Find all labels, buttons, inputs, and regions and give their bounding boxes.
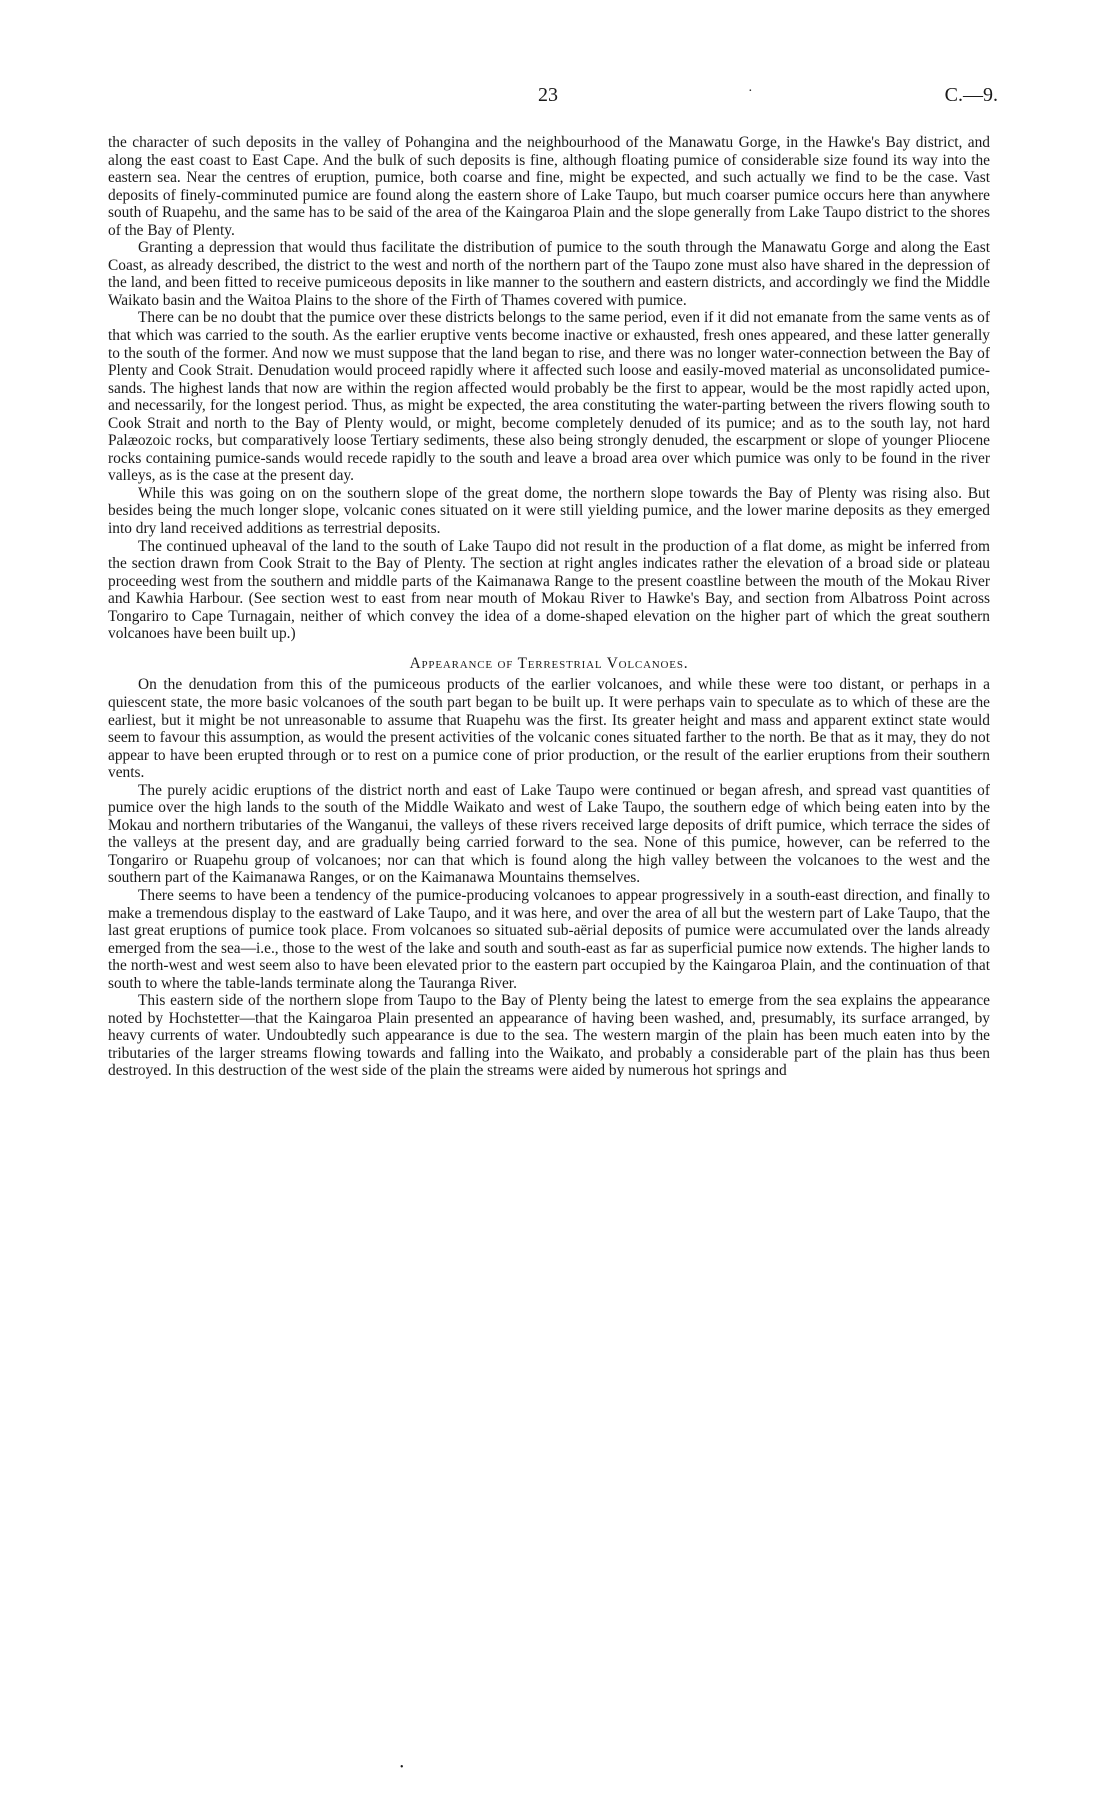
running-head [108, 84, 998, 112]
paragraph: The continued upheaval of the land to the south of Lake Taupo did not result in the production of a flat dome, as might be inferred from the section drawn from Cook Strait to the Bay of Plenty. The section at right angles indicates rather the elevation of a broad side or plateau proceeding west from the southern and middle parts of the Kaimanawa Range to the present coastline between the mouth of the Mokau River and Kawhia Harbour. (See section west to east from near mouth of Mokau River to Hawke's Bay, and section from Albatross Point across Tongariro to Cape Turnagain, neither of which convey the idea of a dome-shaped elevation on the higher part of which the great southern volcanoes have been built up.) [108, 537, 990, 643]
header-separator: · [748, 84, 753, 99]
paragraph: There can be no doubt that the pumice over these districts belongs to the same period, even if it did not emanate from the same vents as of that which was carried to the south. As the earlier eruptive vents become inactive or exhausted, fresh ones appeared, and these latter generally to the south of the former. And now we must suppose that the land began to rise, and there was no longer water-connection between the Bay of Plenty and Cook Strait. Denudation would proceed rapidly where it affected such loose and easily-moved material as unconsolidated pumice-sands. The highest lands that now are within the region affected would probably be the first to appear, would be the most rapidly acted upon, and necessarily, for the longest period. Thus, as might be expected, the area constituting the water-parting between the rivers flowing south to Cook Strait and north to the Bay of Plenty would, or might, become completely denuded of its pumice; and as to the south lay, not hard Palæozoic rocks, but comparatively loose Tertiary sediments, these also being strongly denuded, the escarpment or slope of younger Pliocene rocks containing pumice-sands would recede rapidly to the south and leave a broad area over which pumice was only to be found in the river valleys, as is the case at the present day. [108, 309, 990, 485]
footer-mark: • [400, 1762, 404, 1773]
paragraph: the character of such deposits in the valley of Pohangina and the neighbourhood of the Manawatu Gorge, in the Hawke's Bay district, and along the east coast to East Cape. And the bulk of such deposits is fine, although floating pumice of considerable size found its way into the eastern sea. Near the centres of eruption, pumice, both coarse and fine, might be expected, and such actually we find to be the case. Vast deposits of finely-comminuted pumice are found along the eastern shore of Lake Taupo, but much coarser pumice occurs here than anywhere south of Ruapehu, and the same has to be said of the area of the Kaingaroa Plain and the slope generally from Lake Taupo district to the shores of the Bay of Plenty. [108, 134, 990, 239]
paragraph: On the denudation from this of the pumiceous products of the earlier volcanoes, and while these were too distant, or perhaps in a quiescent state, the more basic volcanoes of the south part began to be built up. It were perhaps vain to speculate as to which of these are the earliest, but it might be not unreasonable to assume that Ruapehu was the first. Its greater height and mass and apparent extinct state would seem to favour this assumption, as would the present activities of the volcanic cones situated farther to the north. Be that as it may, they do not appear to have been erupted through or to rest on a pumice cone of prior production, or the result of the earlier eruptions from their southern vents. [108, 676, 990, 782]
page-number: 23 [538, 84, 558, 106]
paragraph: The purely acidic eruptions of the district north and east of Lake Taupo were continued or began afresh, and spread vast quantities of pumice over the high lands to the south of the Middle Waikato and west of Lake Taupo, the southern edge of which being eaten into by the Mokau and northern tributaries of the Wanganui, the valleys of these rivers received large deposits of drift pumice, which terrace the sides of the valleys at the present day, and are gradually being carried forward to the sea. None of this pumice, however, can be referred to the Tongariro or Ruapehu group of volcanoes; nor can that which is found along the high valley between the volcanoes to the west and the southern part of the Kaimanawa Ranges, or on the Kaimanawa Mountains themselves. [108, 781, 990, 887]
section-heading: Appearance of Terrestrial Volcanoes. [409, 654, 689, 672]
body-text [108, 134, 990, 1080]
paragraph: This eastern side of the northern slope from Taupo to the Bay of Plenty being the latest to emerge from the sea explains the appearance noted by Hochstetter—that the Kaingaroa Plain presented an appearance of having been washed, and, presumably, its surface arranged, by heavy currents of water. Undoubtedly such appearance is due to the sea. The western margin of the plain has been much eaten into by the tributaries of the larger streams flowing towards and falling into the Waikato, and probably a considerable part of the plain has thus been destroyed. In this destruction of the west side of the plain the streams were aided by numerous hot springs and [108, 992, 990, 1080]
document-code: C.—9. [944, 84, 998, 106]
paragraph: Granting a depression that would thus facilitate the distribution of pumice to the south through the Manawatu Gorge and along the East Coast, as already described, the district to the west and north of the northern part of the Taupo zone must also have shared in the depression of the land, and been fitted to receive pumiceous deposits in like manner to the southern and eastern districts, and accordingly we find the Middle Waikato basin and the Waitoa Plains to the shore of the Firth of Thames covered with pumice. [108, 239, 990, 309]
paragraph: While this was going on on the southern slope of the great dome, the northern slope towards the Bay of Plenty was rising also. But besides being the much longer slope, volcanic cones situated on it were still yielding pumice, and the lower marine deposits as they emerged into dry land received additions as terrestrial deposits. [108, 484, 990, 538]
paragraph: There seems to have been a tendency of the pumice-producing volcanoes to appear progressively in a south-east direction, and finally to make a tremendous display to the eastward of Lake Taupo, and it was here, and over the area of all but the western part of Lake Taupo, that the last great eruptions of pumice took place. From volcanoes so situated sub-aërial deposits of pumice were accumulated over the lands already emerged from the sea—i.e., those to the west of the lake and south and south-east as far as superficial pumice now extends. The higher lands to the north-west and west seem also to have been elevated prior to the eastern part occupied by the Kaingaroa Plain, and the continuation of that south to where the table-lands terminate along the Tauranga River. [108, 886, 991, 992]
